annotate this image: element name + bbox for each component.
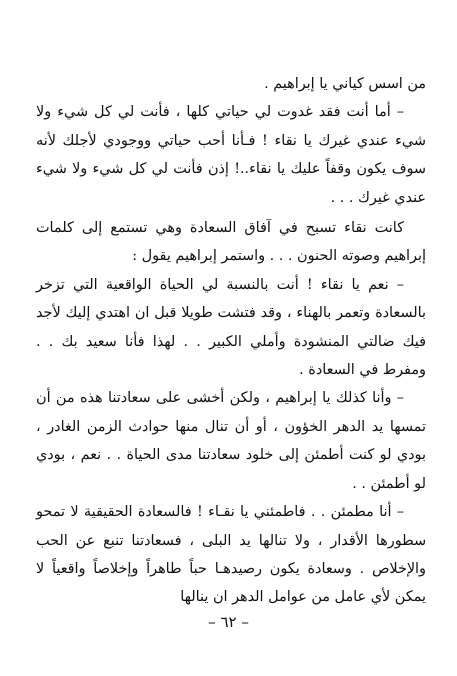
paragraph-continuation: من اسس كياني يا إبراهيم .	[264, 76, 426, 92]
page-number: – ٦٢ –	[208, 613, 249, 631]
paragraph-dialogue-4: – أنا مطمئن . . فاطمئني يا نقـاء ! فالسعادة الحقيقية لا تمحو سطورها الأقدار ، ولا تنالها يد البلى ، فسعادتنا تنبع عن الحب والإخلاص . وسعادة يكون رصيدهـا حباً طاهراً وإخلاصاً واقعياً لا يمكن لأي عامل من عوامل الدهر ان ينالها	[36, 504, 426, 606]
paragraph-dialogue-2: – نعم يا نقاء ! أنت بالنسبة لي الحياة الواقعية التي تزخر بالسعادة وتعمر بالهناء ، وقد فتشت طويلا قبل ان اهتدي إليك لأجد فيك ضالتي المنشودة وأملي الكبير . . لهذا فأنا سعيد بك . . ومفرط في السعادة .	[36, 276, 426, 379]
paragraph-dialogue-1: – أما أنت فقد غدوت لي حياتي كلها ، فأنت لي كل شيء ولا شيء عندي غيرك يا نقاء ! فـأنا أحب حياتي ووجودي لأجلك لأنه سوف يكون وقفاً عليك يا نقاء..! إذن فأنت لي كل شيء ولا شيء عندي غيرك . . .	[36, 104, 426, 206]
body-text	[36, 70, 426, 612]
paragraph-dialogue-3: – وأنا كذلك يا إبراهيم ، ولكن أخشى على سعادتنا هذه من أن تمسها يد الدهر الخؤون ، أو أن تنال منها حوادث الزمن الغادر ، بودي لو كنت أطمئن إلى خلود سعادتنا مدى الحياة . . نعم ، بودي لو أطمئن . .	[36, 390, 426, 492]
paragraph-narration: كانت نقاء تسبح في آفاق السعادة وهي تستمع إلى كلمات إبراهيم وصوته الحنون . . . واستمر إبراهيم يقول :	[36, 220, 426, 265]
